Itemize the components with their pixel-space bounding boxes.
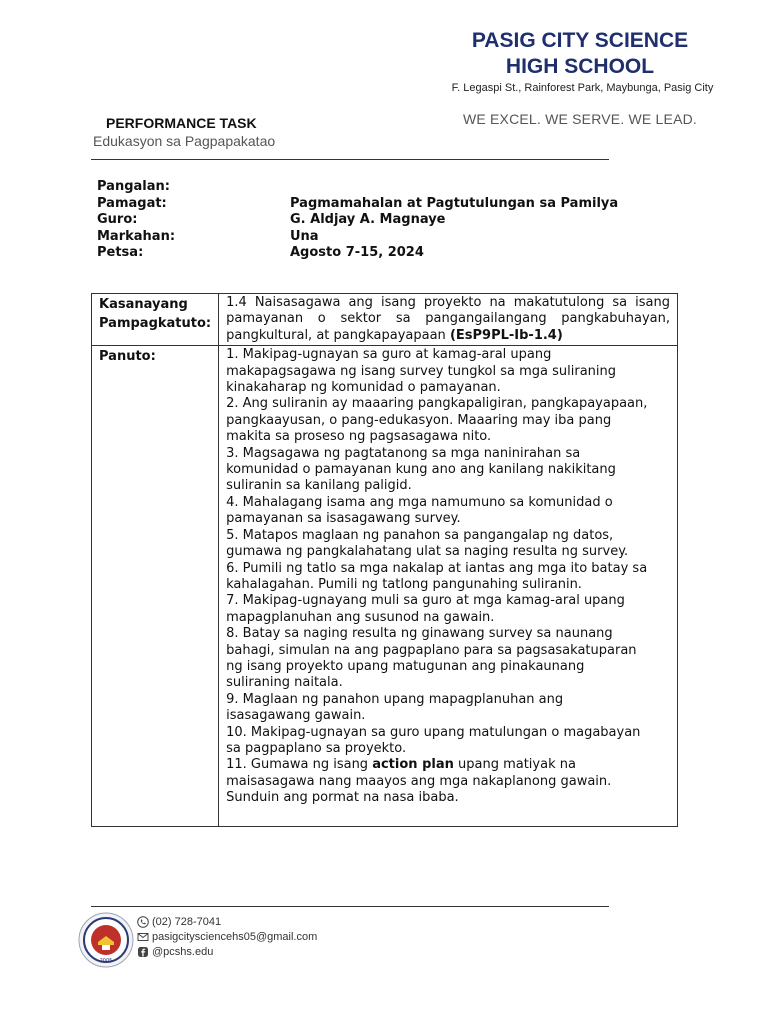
instruction-line: ng isang proyekto upang matugunan ang pinakaunang — [226, 658, 585, 674]
instruction-line: gumawa ng pangkalahatang ulat sa naging resulta ng survey. — [226, 544, 629, 560]
seal-year: 2005 — [99, 958, 113, 964]
school-address: F. Legaspi St., Rainforest Park, Maybunga, Pasig City — [451, 82, 714, 94]
instruction-line: sa pagpaplano sa proyekto. — [226, 740, 407, 756]
instruction-line: Sunduin ang pormat na nasa ibaba. — [226, 790, 459, 806]
instruction-line: suliranin sa kanilang paligid. — [226, 478, 412, 494]
instruction-line: 7. Makipag-ugnayang muli sa guro at mga kamag-aral upang — [226, 593, 625, 609]
instruction-line: 3. Magsagawa ng pagtatanong sa mga naninirahan sa — [226, 445, 581, 461]
email-address[interactable]: pasigcitysciencehs05@gmail.com — [152, 930, 318, 943]
phone-number: (02) 728-7041 — [152, 915, 222, 928]
instruction-line: 10. Makipag-ugnayan sa guro upang matulungan o magabayan — [226, 724, 641, 740]
instruction-line: bahagi, simulan na ang pagpaplano para sa pagsasakatuparan — [226, 642, 637, 658]
table-row-objective — [92, 294, 678, 346]
instructions-cell — [219, 346, 678, 827]
instructions-list — [226, 347, 670, 757]
info-row-quarter — [97, 229, 687, 246]
instruction-line: 9. Maglaan ng panahon upang mapagplanuhan ang — [226, 691, 564, 707]
instruction-line: pamayanan sa isasagawang survey. — [226, 511, 461, 527]
info-label: Petsa: — [97, 245, 144, 260]
social-handle[interactable]: @pcshs.edu — [152, 945, 214, 958]
instruction-line: kahalagahan. Pumili ng tatlong pangunahing suliranin. — [226, 576, 582, 592]
subject-name: Edukasyon sa Pagpapakatao — [93, 133, 276, 149]
instruction-line: 6. Pumili ng tatlo sa mga nakalap at iantas ang mga ito batay sa — [226, 560, 648, 576]
instruction-line: makita sa proseso ng pagsasagawa nito. — [226, 429, 492, 445]
header-divider — [91, 159, 609, 160]
instruction-line: suliraning naitala. — [226, 675, 343, 691]
instruction-line: makapagsagawa ng isang survey tungkol sa mga suliraning — [226, 363, 617, 379]
objective-code: (EsP9PL-Ib-1.4) — [449, 327, 563, 343]
table-row-instructions — [92, 346, 678, 827]
instruction-line: pangkaayusan, o pang-edukasyon. Maaaring may iba pang — [226, 412, 612, 428]
instruction-11-bold: action plan — [372, 757, 454, 773]
school-name-line1: PASIG CITY SCIENCE — [471, 29, 689, 52]
info-row-name — [97, 179, 687, 196]
instruction-line: 8. Batay sa naging resulta ng ginawang survey sa naunang — [226, 626, 613, 642]
info-value: Pagmamahalan at Pagtutulungan sa Pamilya — [290, 195, 619, 211]
footer-divider — [91, 906, 609, 907]
task-table — [91, 293, 678, 827]
info-row-date — [97, 245, 687, 262]
instruction-line: kinakaharap ng komunidad o pamayanan. — [226, 380, 501, 396]
info-row-teacher — [97, 212, 687, 229]
task-title: PERFORMANCE TASK — [106, 115, 257, 131]
contact-social — [137, 944, 317, 959]
info-label: Guro: — [97, 212, 138, 227]
school-seal-icon — [78, 912, 134, 968]
instruction-line: komunidad o pamayanan kung ano ang kanilang nakikitang — [226, 462, 616, 478]
instruction-line: isasagawang gawain. — [226, 708, 366, 724]
info-row-title — [97, 196, 687, 213]
instruction-line — [226, 757, 670, 773]
mail-icon — [137, 931, 149, 943]
info-value — [290, 179, 687, 196]
instruction-line: mapagplanuhan ang susunod na gawain. — [226, 609, 495, 625]
instructions-label: Panuto: — [92, 346, 219, 827]
info-label: Pangalan: — [97, 179, 170, 194]
info-label: Markahan: — [97, 228, 176, 244]
instruction-11-post: upang matiyak na — [453, 757, 576, 773]
objective-label: Kasanayang Pampagkatuto: — [92, 294, 219, 346]
instruction-line: 1. Makipag-ugnayan sa guro at kamag-aral upang — [226, 347, 552, 363]
contact-email — [137, 929, 317, 944]
school-name-line2: HIGH SCHOOL — [505, 55, 655, 78]
info-block — [97, 179, 687, 262]
objective-cell — [219, 294, 678, 346]
objective-text: 1.4 Naisasagawa ang isang proyekto na makatutulong sa isang pamayanan o sektor sa pangangailangang pangkabuhayan, pangkultural, at pangkapayapaan — [226, 295, 670, 343]
facebook-icon — [137, 946, 149, 958]
school-name — [440, 28, 720, 80]
info-value: Una — [290, 228, 319, 244]
phone-icon — [137, 916, 149, 928]
info-label: Pamagat: — [97, 195, 167, 211]
school-motto: WE EXCEL. WE SERVE. WE LEAD. — [462, 111, 698, 127]
info-value: Agosto 7-15, 2024 — [290, 245, 424, 260]
instruction-line: maisasagawa nang maayos ang mga nakaplanong gawain. — [226, 773, 612, 789]
info-value: G. Aldjay A. Magnaye — [290, 212, 446, 227]
contact-block — [137, 914, 317, 959]
instruction-line: 2. Ang suliranin ay maaaring pangkapaligiran, pangkapayapaan, — [226, 396, 648, 412]
instruction-11-pre: 11. Gumawa ng isang — [226, 757, 373, 773]
instruction-line: 5. Matapos maglaan ng panahon sa pangangalap ng datos, — [226, 527, 614, 543]
contact-phone — [137, 914, 317, 929]
instruction-line: 4. Mahalagang isama ang mga namumuno sa komunidad o — [226, 494, 613, 510]
